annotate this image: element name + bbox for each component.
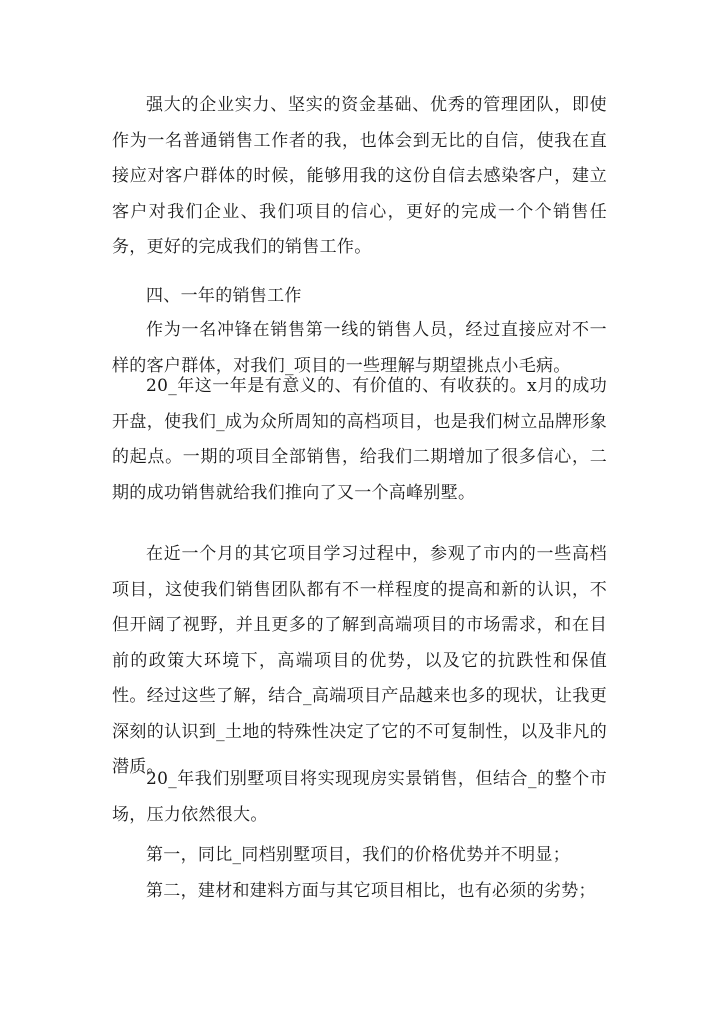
paragraph-frontline-sales: 作为一名冲锋在销售第一线的销售人员，经过直接应对不一样的客户群体，对我们_项目的一些理解与期望挑点小毛病。	[112, 320, 607, 376]
list-item-point-two: 第二，建材和建料方面与其它项目相比，也有必须的劣势；	[146, 881, 596, 901]
paragraph-project-study: 在近一个月的其它项目学习过程中，参观了市内的一些高档项目，这使我们销售团队都有不一样程度的提高和新的认识，不但开阔了视野，并且更多的了解到高端项目的市场需求，和在目前的政策大环境下，高端项目的优势，以及它的抗跌性和保值性。经过这些了解，结合_高端项目产品越来也多的现状，让我更深刻的认识到_土地的特殊性决定了它的不可复制性，以及非凡的潜质。	[112, 544, 607, 777]
paragraph-company-strength: 强大的企业实力、坚实的资金基础、优秀的管理团队，即使作为一名普通销售工作者的我，也体会到无比的自信，使我在直接应对客户群体的时候，能够用我的这份自信去感染客户，建立客户对我们企业、我们项目的信心，更好的完成一个个销售任务，更好的完成我们的销售工作。	[112, 95, 607, 257]
section-heading-annual-sales-work: 四、一年的销售工作	[146, 286, 302, 306]
paragraph-market-pressure: 20_年我们别墅项目将实现现房实景销售，但结合_的整个市场，压力依然很大。	[112, 769, 607, 825]
paragraph-year-review: 20_年这一年是有意义的、有价值的、有收获的。x月的成功开盘，使我们_成为众所周知的高档项目，也是我们树立品牌形象的起点。一期的项目全部销售，给我们二期增加了很多信心，二期的成功销售就给我们推向了又一个高峰别墅。	[112, 376, 607, 503]
list-item-point-one: 第一，同比_同档别墅项目，我们的价格优势并不明显；	[146, 845, 570, 865]
